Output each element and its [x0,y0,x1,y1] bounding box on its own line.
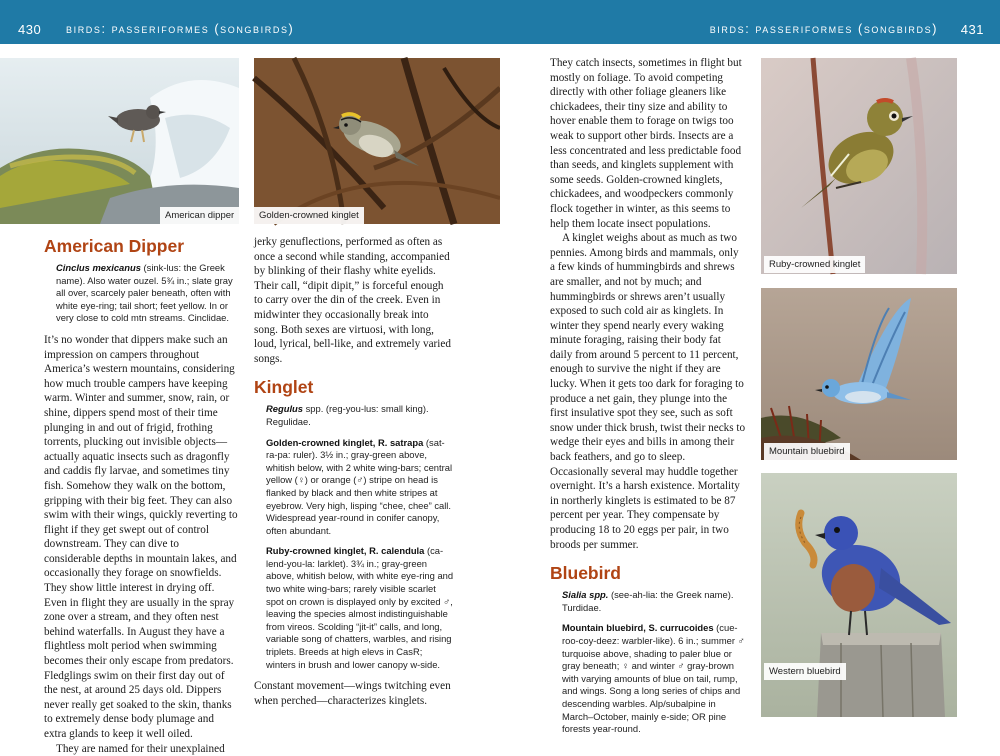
american-dipper-scientific-name: Cinclus mexicanus [56,262,141,273]
left-running-header [0,0,500,44]
ruby-crowned-kinglet-photo [761,58,957,274]
golden-crowned-kinglet-photo [254,58,500,224]
mountain-bluebird-image [761,288,957,460]
mountain-bluebird-photo [761,288,957,460]
mountain-bluebird-description: (cue-roo-coy-deez: warbler-like). 6 in.; summer ♂ turquoise above, shading to paler blue or gray beneath; ♀ and winter ♂ gray-brown with varying amounts of blue on tail, rump, and wings. Song a long series of chips and descending warbles. Alp/subalpine in March–October, mainly e-side; OR pine forests year-round. [562,622,745,735]
left-page-column-1 [44,235,238,756]
left-page-column-2 [254,235,454,708]
kinglet-genus-name: Regulus [266,403,303,415]
left-running-head-title: birds: passeriformes (songbirds) [66,22,295,36]
ruby-crowned-kinglet-name: Ruby-crowned kinglet, R. calendula [266,545,425,557]
western-bluebird-image [761,473,957,717]
mountain-bluebird-entry [562,622,746,735]
american-dipper-body-paragraph-1: It’s no wonder that dippers make such an impression on campers throughout America’s western mountains, considering how much trouble campers have keeping warm. Winter and summer, snow, rain, or shine, dippers spend most of their time plunging in and out of frigid, frothing torrents, plucking out invisible objects—actually aquatic insects such as dragonfly and caddis fly larvae, and sometimes tiny fish. Somehow they walk on the bottom, gripping with their big feet. They can also swim with their wings, quickly reverting to flight if they get swept out of control downstream. They can dive to considerable depths in mountain lakes, and occasionally they forage on snowfields. They show little interest in drying off. Even in flight they are usually in the spray zone over a stream, and they often nest behind waterfalls. In August they have a flightless molt period when swimming becomes their only escape from predators. Fledglings swim on their first day out of the nest, at around 25 days old. Dippers never really get soaked to the skin, thanks to extremely dense body plumage and extra glands to keep it well oiled. [44,333,238,740]
western-bluebird-photo [761,473,957,717]
bluebird-genus-name: Sialia spp. [562,589,609,601]
american-dipper-body-paragraph-2-continued: jerky genuflections, performed as often as once a second while standing, accompanied by blinking of their flashy white eyelids. Their call, “dipit dipit,” is forceful enough to carry over the din of the creek. Even in midwinter they occasionally break into song. Both sexes are virtuosi, with long, loud, lyrical, bell-like, and extremely varied songs. [254,236,451,365]
american-dipper-caption: American dipper [160,207,239,224]
american-dipper-heading: American Dipper [44,236,185,256]
golden-crowned-kinglet-caption: Golden-crowned kinglet [254,207,364,224]
golden-crowned-kinglet-image [254,58,500,224]
kinglet-genus-entry [266,403,454,428]
kinglet-body-paragraph-2: They catch insects, sometimes in flight but mostly on foliage. To avoid competing directly with other foliage gleaners like chickadees, their tiny size and ability to hover enable them to forage on twigs too weak to support other birds. Insects are a less concentrated and less predictable food than seeds, and kinglets supplement with some seeds. Golden-crowned kinglets, chickadees, and woodpeckers commonly flock together in winter, as this seems to help them locate insect populations. [550,57,742,230]
right-page [500,0,1000,735]
ruby-crowned-kinglet-caption: Ruby-crowned kinglet [764,256,865,273]
american-dipper-species-entry [56,262,238,325]
kinglet-genus-description: spp. (reg-you-lus: small king). Regulidae. [266,403,429,427]
golden-crowned-kinglet-description: (sat-ra-pa: ruler). 3½ in.; gray-green above, whitish below, with 2 white wing-bars; central yellow (♀) or orange (♂) stripe on head is flanked by black and then white stripes at eyebrow. Very high, lisping “chee, chee” call. Widespread year-round in conifer canopy, often abundant. [266,436,453,536]
left-page [0,0,500,755]
right-page-column [550,56,746,744]
american-dipper-body-paragraph-2: They are named for their unexplained [56,742,225,755]
ruby-crowned-kinglet-entry [266,545,454,671]
mountain-bluebird-caption: Mountain bluebird [764,443,850,460]
american-dipper-photo [0,58,239,224]
golden-crowned-kinglet-entry [266,437,454,538]
kinglet-body-paragraph-3: A kinglet weighs about as much as two pennies. Among birds and mammals, only a few kinds of hummingbirds and shrews are smaller, and not by much; and hummingbirds or shrews aren’t usually exposed to such cold air as kinglets. In winter they spend nearly every waking minute foraging, raising their body fat daily from around 5 percent to 11 percent, enough to survive the night if they are lucky. When it gets too dark for foraging to produce a net gain, they plunge into the first insulative spot they see, such as soft snow under thick brush, twist their necks to wedge their eyes and bills in among their back feathers, and go to sleep. Occasionally several may huddle together overnight. It’s a harsh existence. Mortality in northerly kinglets is estimated to be 87 percent per year. They compensate by producing 18 to 20 eggs per pair, in two broods per summer. [550,232,746,551]
bluebird-heading: Bluebird [550,563,621,584]
right-running-header [500,0,1000,44]
golden-crowned-kinglet-name: Golden-crowned kinglet, R. satrapa [266,436,424,448]
bluebird-genus-description: (see-ah-lia: the Greek name). Turdidae. [562,589,734,613]
ruby-crowned-kinglet-description: (ca-lend-you-la: larklet). 3¾ in.; gray-green above, whitish below, with white eye-ring and two white wing-bars; rarely visible scarlet spot on crown is displayed only by excited ♂, leaving the species almost indistinguishable from vireos. Scolding “jit-it” calls, and long, variable song of chatters, warbles, and rising triplets. Breeds at high elevs in CasR; winters in brush and lower canopy w-side. [266,545,454,670]
american-dipper-species-description: (sink-lus: the Greek name). Also water ouzel. 5¾ in.; slate gray all over, scarcely paler beneath, often with white eye-ring; tail short; feet yellow. In or very close to cold mtn streams. Cinclidae. [56,262,233,324]
kinglet-heading: Kinglet [254,377,314,398]
right-page-number: 431 [960,22,984,37]
mountain-bluebird-name: Mountain bluebird, S. currucoides [562,622,714,634]
left-page-number: 430 [18,22,42,37]
ruby-crowned-kinglet-image [761,58,957,274]
right-running-head-title: birds: passeriformes (songbirds) [709,22,938,36]
western-bluebird-caption: Western bluebird [764,663,846,680]
american-dipper-image [0,58,239,224]
kinglet-body-paragraph-1: Constant movement—wings twitching even when perched—characterizes kinglets. [254,680,451,707]
bluebird-genus-entry [562,589,746,614]
